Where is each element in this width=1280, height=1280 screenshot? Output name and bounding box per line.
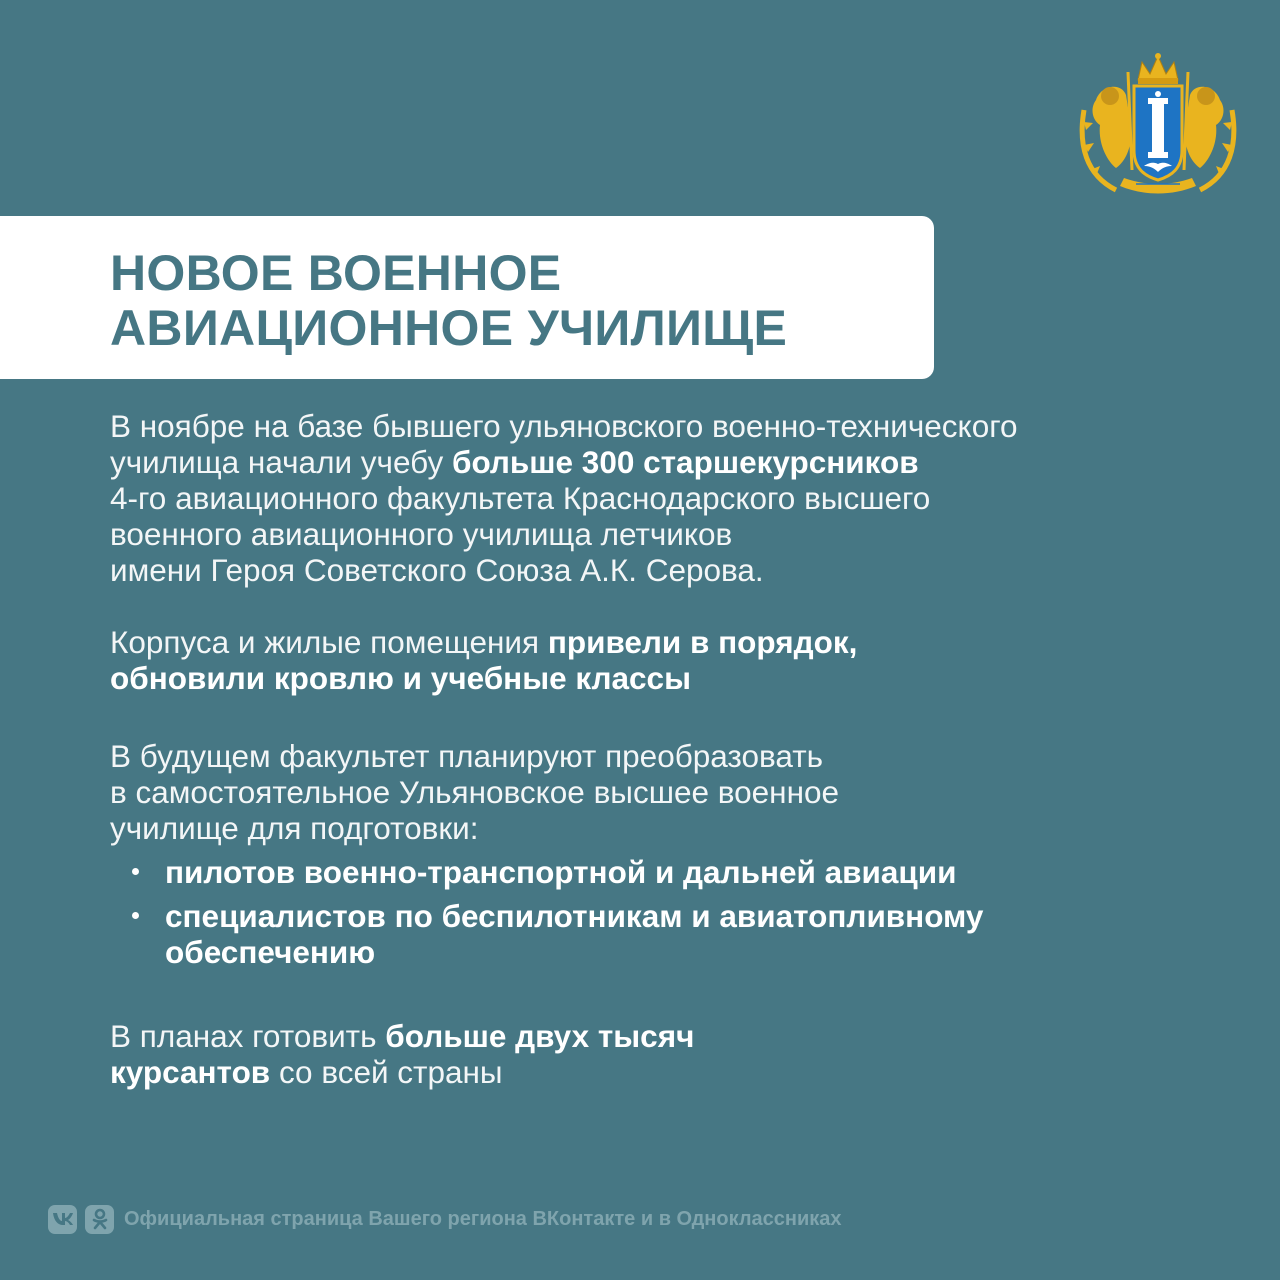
text-line	[110, 444, 1230, 480]
text-line: В будущем факультет планируют преобразовать	[110, 738, 824, 774]
footer	[48, 1204, 842, 1234]
list-item	[110, 898, 1230, 970]
page-title-line-1: НОВОЕ ВОЕННОЕ	[110, 245, 562, 301]
text-span: училища начали учебу	[110, 444, 452, 480]
list-item	[110, 854, 1230, 890]
bold-span: больше двух тысяч	[385, 1018, 695, 1054]
bullet-dot-icon	[132, 912, 139, 919]
text-line: обеспечению	[165, 934, 376, 970]
page-title-line-2: АВИАЦИОННОЕ УЧИЛИЩЕ	[110, 300, 788, 356]
text-line: в самостоятельное Ульяновское высшее военное	[110, 774, 840, 810]
footer-text: Официальная страница Вашего региона ВКонтакте и в Одноклассниках	[124, 1207, 842, 1230]
bullet-dot-icon	[132, 868, 139, 875]
coat-of-arms	[1076, 50, 1240, 202]
ulyanovsk-coat-of-arms-icon	[1076, 50, 1240, 202]
text-line: пилотов военно-транспортной и дальней авиации	[165, 854, 957, 890]
text-line: специалистов по беспилотникам и авиатопливному	[165, 898, 984, 934]
vk-icon[interactable]	[48, 1205, 77, 1234]
text-line: военного авиационного училища летчиков	[110, 516, 733, 552]
text-span: Корпуса и жилые помещения	[110, 624, 548, 660]
bullet-list	[110, 854, 1230, 970]
text-line: училище для подготовки:	[110, 810, 479, 846]
content	[110, 408, 1230, 1090]
text-line: В ноябре на базе бывшего ульяновского военно-технического	[110, 408, 1018, 444]
bold-span: привели в порядок,	[547, 624, 858, 660]
text-line	[110, 1054, 1230, 1090]
bold-span: курсантов	[110, 1054, 271, 1090]
text-span: В планах готовить	[110, 1018, 386, 1054]
text-line	[110, 624, 1230, 660]
text-span: со всей страны	[270, 1054, 503, 1090]
bold-span: больше 300 старшекурсников	[451, 444, 919, 480]
title-card	[0, 216, 934, 379]
text-line: обновили кровлю и учебные классы	[110, 660, 691, 696]
text-line: 4-го авиационного факультета Краснодарского высшего	[110, 480, 931, 516]
text-line: имени Героя Советского Союза А.К. Серова.	[110, 552, 764, 588]
odnoklassniki-icon[interactable]	[85, 1205, 114, 1234]
paragraph-1	[110, 408, 1230, 588]
paragraph-2	[110, 624, 1230, 696]
text-line	[110, 1018, 1230, 1054]
paragraph-4	[110, 1018, 1230, 1090]
paragraph-3	[110, 738, 1230, 846]
